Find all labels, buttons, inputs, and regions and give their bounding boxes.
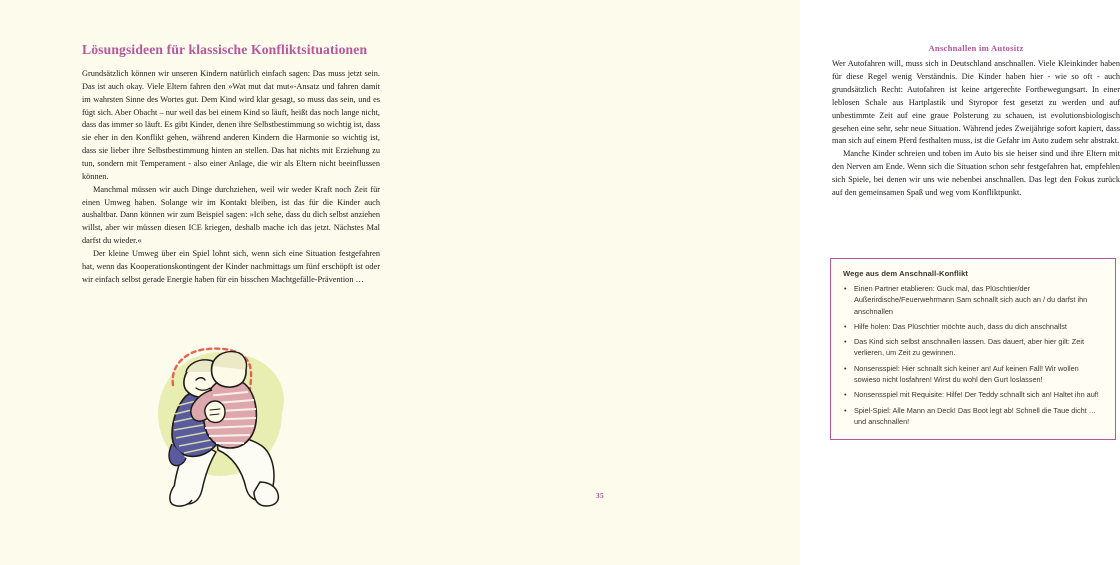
- list-item: [843, 389, 1103, 400]
- left-body-column: [82, 68, 380, 287]
- bullet-icon: •: [844, 337, 847, 347]
- paragraph: Manche Kinder schreien und toben im Auto bis sie heiser sind und ihre Eltern mit den Nerven am Ende. Wenn sich die Situation schon sehr festgefahren hat, empfehlen sich Spiele, bei denen wir uns wie nebenbei anschnallen. Das legt den Fokus zurück auf den gemeinsamen Spaß und weg vom Konfliktpunkt.: [832, 149, 1120, 197]
- list-item: [843, 363, 1103, 386]
- page-number: 35: [596, 491, 604, 500]
- list-item-text: Spiel-Spiel: Alle Mann an Deck! Das Boot legt ab! Schnell die Taue dicht … und anschnallen!: [854, 405, 1097, 426]
- paragraph: Der kleine Umweg über ein Spiel lohnt sich, wenn sich eine Situation festgefahren hat, wenn das Kooperationskontingent der Kinder nachmittags um fünf erschöpft ist oder wir einfach selbst gerade Energie haben für ein bisschen Machtgefälle-Prävention …: [82, 249, 380, 284]
- callout-list: [843, 283, 1103, 427]
- bullet-icon: •: [844, 363, 847, 373]
- callout-box: [830, 258, 1116, 440]
- list-item: [843, 405, 1103, 428]
- list-item-text: Hilfe holen: Das Plüschtier möchte auch, dass du dich anschnallst: [854, 321, 1067, 331]
- bullet-icon: •: [844, 284, 847, 293]
- section-heading: Anschnallen im Autositz: [928, 43, 1024, 53]
- list-item-text: Einen Partner etablieren: Guck mal, das Plüschtier/der Außerirdische/Feuerwehrmann Sam schnallt sich auch an / du darfst ihn anschnallen: [854, 284, 1088, 316]
- right-body-column: [832, 42, 1120, 200]
- callout-title: Wege aus dem Anschnall-Konflikt: [843, 269, 969, 278]
- paragraph: Wer Autofahren will, muss sich in Deutschland anschnallen. Viele Kleinkinder haben für diese Regel wenig Verständnis. Die Kinder haben hier - wie so oft - auch grundsätzlich Recht: Autofahren ist keine artgerechte Fortbewegungsart. In einer leblosen Schale aus Hartplastik und Styropor fest gesetzt zu werden und auf unbestimmte Zeit auf eine graue Polsterung zu schauen, ist evolutionsbiologisch gesehen eine sehr, sehr neue Situation. Während jedes Zweijährige sofort kapiert, dass man sich auf einem Pferd festhalten muss, ist die Gefahr im Auto zudem sehr abstrakt.: [832, 59, 1120, 146]
- list-item-text: Nonsensspiel: Hier schnallt sich keiner an! Auf keinen Fall! Wir wollen sowieso nicht losfahren! Wirst du wohl den Gurt loslassen!: [854, 363, 1079, 385]
- list-item: [843, 336, 1103, 359]
- list-item-text: Nonsensspiel mit Requisite: Hilfe! Der Teddy schnallt sich an! Haltet ihn auf!: [854, 390, 1099, 400]
- list-item-text: Das Kind sich selbst anschnallen lassen. Das dauert, aber hier gilt: Zeit verlieren, um Zeit zu gewinnen.: [854, 337, 1084, 358]
- left-page: [0, 0, 400, 565]
- paragraph: Manchmal müssen wir auch Dinge durchziehen, weil wir weder Kraft noch Zeit für einen Umweg haben. Solange wir im Kontakt bleiben, ist das für die Kinder auch aushaltbar. Dann können wir zum Beispiel sagen: »Ich sehe, dass du dich selbst anziehen willst, aber wir müssen diesen ICE kriegen, deshalb mache ich das jetzt. Nächstes Mal darfst du wieder.«: [82, 184, 380, 246]
- list-item: [843, 321, 1103, 332]
- bullet-icon: •: [844, 405, 847, 415]
- list-item: [843, 283, 1103, 317]
- hugging-parent-and-child-illustration: [146, 330, 326, 515]
- paragraph: Grundsätzlich können wir unseren Kindern natürlich einfach sagen: Das muss jetzt sein. Das ist auch okay. Viele Eltern fahren den »Wat mut dat mut«-Ansatz und fahren damit im wahrsten Sinne des Wortes gut. Dem Kind wird klar gesagt, so muss das sein, und es fügt sich. Aber Obacht – nur weil das bei einem Kind so läuft, heißt das noch lange nicht, dass das immer so läuft. Es gibt Kinder, denen ihre Selbstbestimmung so wichtig ist, dass sie eher in den Konflikt gehen, während anderen Kindern die Harmonie so wichtig ist, dass sie lieber ihre Selbstbestimmung hinten an stellen. Das hat nichts mit Erziehung zu tun, sondern mit Temperament - also einer Anlage, die wir als Eltern nicht beeinflussen können.: [82, 69, 380, 181]
- bullet-icon: •: [844, 390, 847, 400]
- right-page: [400, 0, 1120, 565]
- bullet-icon: •: [844, 321, 847, 331]
- chapter-heading: Lösungsideen für klassische Konfliktsituationen: [82, 42, 368, 58]
